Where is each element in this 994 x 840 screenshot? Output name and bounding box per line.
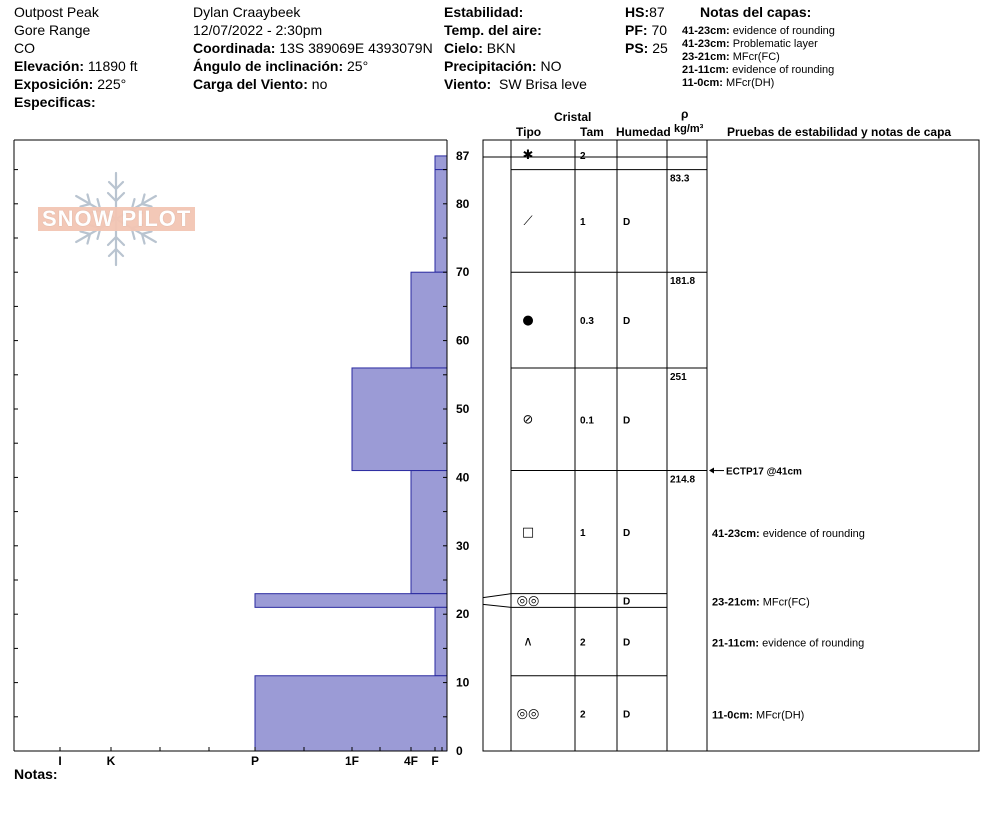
crystal-size: 1	[580, 528, 586, 540]
wind-value: SW Brisa leve	[498, 76, 587, 92]
wind-load-value: no	[311, 76, 328, 92]
hs-value: 87	[649, 4, 665, 20]
layer-connector	[483, 604, 511, 607]
crystal-header: Cristal	[554, 110, 592, 124]
crystal-size: 2	[580, 150, 586, 162]
hardness-tick-label: K	[106, 754, 116, 768]
stability-test-label: ECTP17 @41cm	[726, 466, 802, 478]
stability-label: Estabilidad:	[444, 4, 524, 20]
size-header: Tam	[580, 125, 604, 139]
crystal-size: 2	[580, 709, 586, 721]
crystal-size: 0.3	[580, 316, 594, 328]
hardness-bar	[411, 272, 447, 368]
specifics-label: Especificas:	[14, 94, 96, 110]
rho-header: ρ	[681, 107, 689, 121]
hardness-bar	[352, 368, 447, 471]
density-value: 214.8	[670, 474, 696, 486]
hardness-bar	[255, 594, 447, 608]
sky-value: BKN	[486, 40, 516, 56]
elevation-label: Elevación:	[14, 58, 85, 74]
y-tick-label: 60	[456, 333, 470, 348]
pf-value: 70	[651, 22, 668, 38]
density-value: 83.3	[670, 173, 690, 185]
moisture-value: D	[623, 596, 631, 608]
hardness-bar	[411, 471, 447, 594]
layer-comment: 21-11cm: evidence of rounding	[712, 637, 865, 650]
density-value: 251	[670, 371, 687, 383]
moisture-header: Humedad	[616, 125, 671, 139]
type-header: Tipo	[516, 125, 542, 139]
hardness-bar	[435, 607, 447, 675]
crystal-type-icon: □	[521, 525, 535, 541]
hardness-tick-label: I	[58, 754, 62, 768]
ps-value: 25	[652, 40, 668, 56]
aspect-label: Exposición:	[14, 76, 94, 92]
pf-label: PF:	[625, 22, 648, 38]
layer-note: 41-23cm: Problematic layer	[682, 38, 818, 50]
hardness-bar	[255, 676, 447, 751]
date-time: 12/07/2022 - 2:30pm	[193, 22, 323, 38]
hs-label: HS:	[625, 4, 650, 20]
wind-label: Viento:	[444, 76, 492, 92]
y-tick-label: 87	[456, 148, 470, 163]
arrow-icon	[709, 468, 714, 474]
location-name: Outpost Peak	[14, 4, 99, 20]
hardness-tick-label: 1F	[344, 754, 360, 768]
density-unit-header: kg/m³	[674, 123, 704, 135]
y-tick-label: 0	[456, 744, 463, 758]
state-name: CO	[14, 40, 35, 56]
y-tick-label: 40	[456, 470, 470, 485]
layer-comment: 11-0cm: MFcr(DH)	[712, 709, 805, 722]
coordinate-label: Coordinada:	[193, 40, 276, 56]
hardness-tick-label: 4F	[403, 754, 419, 768]
y-tick-label: 70	[456, 265, 470, 280]
observer-name: Dylan Craaybeek	[193, 4, 301, 20]
notes-label: Notas:	[14, 766, 58, 782]
tests-header: Pruebas de estabilidad y notas de capa	[727, 125, 952, 139]
crystal-type-icon: ◎◎	[516, 706, 540, 722]
range-name: Gore Range	[14, 22, 91, 38]
hardness-tick-label: F	[431, 754, 439, 768]
layer-note: 21-11cm: evidence of rounding	[682, 64, 835, 76]
moisture-value: D	[623, 709, 631, 721]
hardness-bar	[435, 156, 447, 170]
coordinate-value: 13S 389069E 4393079N	[279, 40, 433, 56]
crystal-type-icon: ✱	[522, 147, 534, 163]
slope-value: 25°	[347, 58, 369, 74]
moisture-value: D	[623, 415, 631, 427]
crystal-size: 0.1	[580, 415, 594, 427]
layer-connector	[483, 594, 511, 598]
precip-label: Precipitación:	[444, 58, 537, 74]
moisture-value: D	[623, 637, 631, 649]
elevation-value: 11890 ft	[87, 58, 138, 74]
crystal-type-icon: ∧	[523, 634, 533, 650]
crystal-size: 1	[580, 216, 586, 228]
sky-label: Cielo:	[444, 40, 483, 56]
air-temp-label: Temp. del aire:	[444, 22, 542, 38]
layer-note: 41-23cm: evidence of rounding	[682, 25, 835, 37]
hardness-bar	[435, 170, 447, 273]
moisture-value: D	[623, 216, 631, 228]
crystal-type-icon: ◎◎	[516, 593, 540, 609]
y-tick-label: 80	[456, 196, 470, 211]
y-tick-label: 20	[456, 607, 470, 622]
y-tick-label: 10	[456, 675, 470, 690]
crystal-type-icon: ●	[522, 313, 534, 329]
y-tick-label: 50	[456, 402, 470, 416]
slope-label: Ángulo de inclinación:	[193, 58, 344, 74]
y-tick-label: 30	[456, 538, 470, 553]
layer-comment: 41-23cm: evidence of rounding	[712, 528, 865, 541]
layer-comment: 23-21cm: MFcr(FC)	[712, 596, 810, 609]
aspect-value: 225°	[97, 76, 127, 92]
ps-label: PS:	[625, 40, 649, 56]
crystal-size: 2	[580, 637, 586, 649]
snowpilot-logo: SNOW PILOT	[38, 207, 195, 231]
moisture-value: D	[623, 528, 631, 540]
layer-table-frame	[483, 140, 979, 751]
crystal-type-icon: ⟋	[523, 213, 533, 229]
density-value: 181.8	[670, 276, 696, 288]
layer-note: 11-0cm: MFcr(DH)	[682, 77, 775, 89]
crystal-type-icon: ⊘	[522, 412, 534, 428]
layer-notes-title: Notas del capas:	[700, 4, 812, 20]
hardness-tick-label: P	[250, 754, 260, 768]
moisture-value: D	[623, 316, 631, 328]
layer-note: 23-21cm: MFcr(FC)	[682, 51, 780, 63]
precip-value: NO	[540, 58, 562, 74]
wind-load-label: Carga del Viento:	[193, 76, 308, 92]
